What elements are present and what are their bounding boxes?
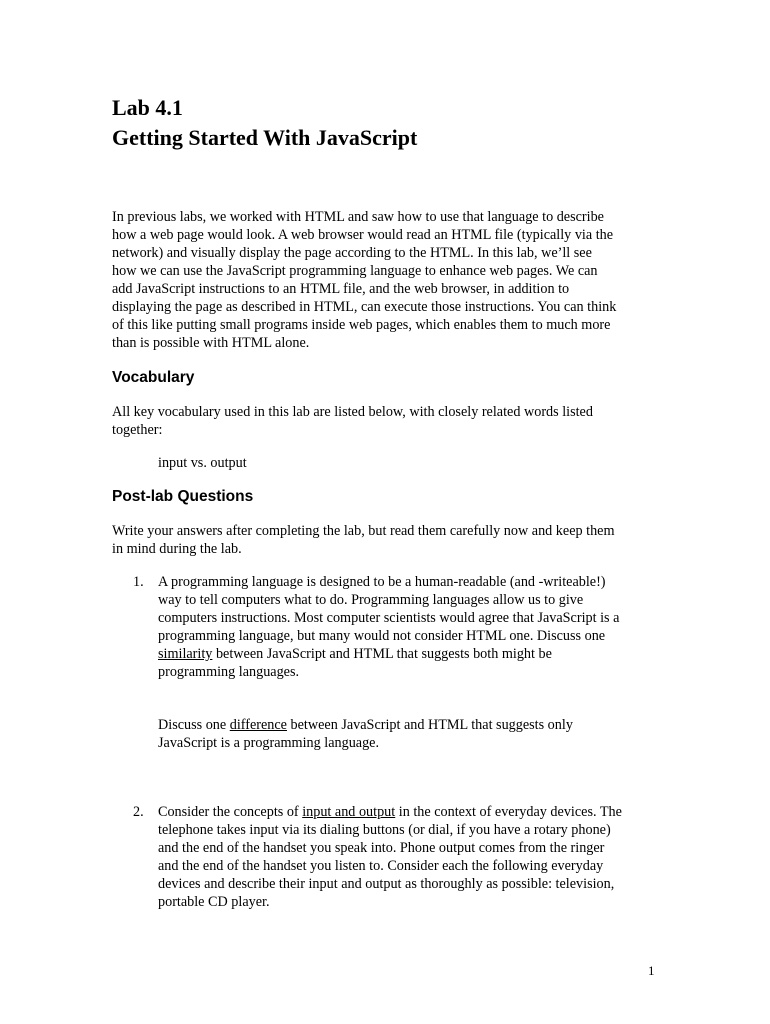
question-1-number: 1. [133,574,144,590]
question-2-text [158,803,622,911]
question-line: way to tell computers what to do. Programming languages allow us to give [158,592,584,608]
question-1-text [158,573,619,681]
postlab-heading: Post-lab Questions [112,488,254,505]
intro-line: add JavaScript instructions to an HTML file, and the web browser, in addition to [112,281,570,297]
postlab-intro-line: Write your answers after completing the lab, but read them carefully now and keep them [112,523,615,539]
question-line: devices and describe their input and output as thoroughly as possible: television, [158,876,615,892]
intro-line: than is possible with HTML alone. [112,335,310,351]
intro-line: displaying the page as described in HTML, can execute those instructions. You can think [112,299,617,315]
vocabulary-line: All key vocabulary used in this lab are listed below, with closely related words listed [112,404,593,420]
postlab-intro [112,522,615,558]
question-line: JavaScript is a programming language. [158,735,380,751]
question-line: A programming language is designed to be a human-readable (and -writeable!) [158,574,606,590]
vocabulary-term: input vs. output [158,455,247,471]
vocabulary-line: together: [112,422,163,438]
intro-line: how a web page would look. A web browser would read an HTML file (typically via the [112,227,614,243]
question-line-rest: between JavaScript and HTML that suggests only [286,717,573,733]
intro-line: In previous labs, we worked with HTML and saw how to use that language to describe [112,209,604,225]
question-line: portable CD player. [158,894,270,910]
vocabulary-paragraph [112,403,593,439]
question-line-pre: Discuss one [158,717,230,733]
question-line-rest: between JavaScript and HTML that suggests both might be [212,646,552,662]
question-line-rest: in the context of everyday devices. The [395,804,622,820]
question-line: and the end of the handset you speak into. Phone output comes from the ringer [158,840,605,856]
question-line: programming language, but many would not consider HTML one. Discuss one [158,628,606,644]
similarity-term: similarity [158,646,213,662]
input-output-term: input and output [302,804,396,820]
difference-term: difference [229,717,287,733]
question-1-part-2 [158,716,573,752]
intro-paragraph [112,208,672,352]
intro-line: network) and visually display the page according to the HTML. In this lab, we’ll see [112,245,592,261]
vocabulary-heading: Vocabulary [112,369,195,386]
lab-number: Lab 4.1 [112,95,183,120]
question-line-pre: Consider the concepts of [158,804,303,820]
lab-title [112,93,417,153]
question-line: and the end of the handset you listen to. Consider each the following everyday [158,858,604,874]
question-line: telephone takes input via its dialing buttons (or dial, if you have a rotary phone) [158,822,611,838]
lab-subtitle: Getting Started With JavaScript [112,125,418,150]
intro-line: how we can use the JavaScript programming language to enhance web pages. We can [112,263,598,279]
question-line [158,803,622,821]
postlab-intro-line: in mind during the lab. [112,541,242,557]
question-line [158,645,619,663]
page-number: 1 [648,963,655,978]
question-2-number: 2. [133,804,144,820]
question-line [158,716,573,734]
question-line: computers instructions. Most computer scientists would agree that JavaScript is a [158,610,620,626]
intro-line: of this like putting small programs inside web pages, which enables them to much more [112,317,611,333]
question-line: programming languages. [158,664,300,680]
